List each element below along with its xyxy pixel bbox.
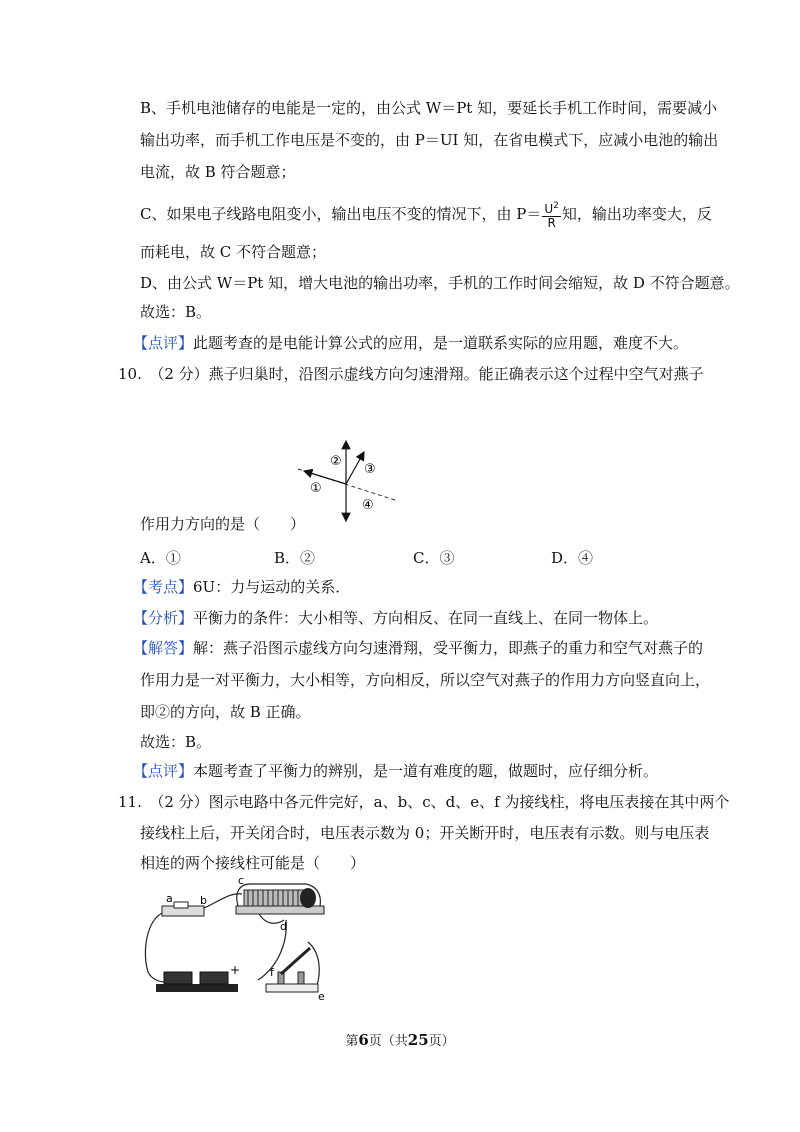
q9-answer: 故选：B。 xyxy=(140,303,212,321)
q10-jieda-line1 xyxy=(133,638,703,658)
q11-stem-line1: 11. （2 分）图示电路中各元件完好，a、b、c、d、e、f 为接线柱，将电压表接在其中两个 xyxy=(118,793,730,811)
swallow-force-diagram xyxy=(290,435,410,527)
fenxi-tag: 【分析】 xyxy=(133,609,194,627)
fig-label-4: ④ xyxy=(362,498,374,513)
wire-left-loop xyxy=(145,912,166,982)
q10-jieda-line3: 即②的方向，故 B 正确。 xyxy=(140,703,311,721)
battery-cell-2 xyxy=(200,972,228,984)
footer-total-pages: 25 xyxy=(407,1031,429,1049)
page-footer xyxy=(0,1030,800,1049)
q9-option-c-prefix: C、如果电子线路电阻变小，输出电压不变的情况下，由 P＝ xyxy=(140,205,542,223)
q10-choice-b: B．② xyxy=(274,549,316,567)
jieda-tag: 【解答】 xyxy=(133,639,194,657)
footer-suffix: 页） xyxy=(428,1034,455,1049)
q9-option-c-suffix: 知，输出功率变大，反 xyxy=(561,205,712,223)
terminal-label-e: e xyxy=(318,990,325,1003)
comment-text: 本题考查了平衡力的辨别，是一道有难度的题，做题时，应仔细分析。 xyxy=(193,762,659,780)
power-formula-fraction xyxy=(542,200,561,230)
jieda-text: 解：燕子沿图示虚线方向匀速滑翔，受平衡力，即燕子的重力和空气对燕子的 xyxy=(193,639,704,657)
knife-switch-base xyxy=(266,984,318,992)
circuit-diagram xyxy=(138,872,338,1004)
arrow-3 xyxy=(346,452,364,484)
kaodian-tag: 【考点】 xyxy=(133,578,194,596)
fraction-denominator: R xyxy=(547,216,556,230)
switch-knob xyxy=(174,902,188,908)
q9-option-b-line1: B、手机电池储存的电能是一定的，由公式 W＝Pt 知，要延长手机工作时间，需要减小 xyxy=(140,99,718,117)
footer-middle: 页（共 xyxy=(368,1034,408,1049)
comment-text: 此题考查的是电能计算公式的应用，是一道联系实际的应用题，难度不大。 xyxy=(193,334,689,352)
fig-label-1: ① xyxy=(310,481,322,496)
battery-positive-label: + xyxy=(230,963,241,977)
fraction-numerator: U xyxy=(544,202,554,216)
q9-option-b-line2: 输出功率，而手机工作电压是不变的，由 P＝UI 知，在省电模式下，应减小电池的输出 xyxy=(140,131,719,149)
q9-option-c-line1 xyxy=(140,200,712,230)
q10-kaodian xyxy=(133,577,350,597)
q9-option-b-line3: 电流，故 B 符合题意； xyxy=(140,163,296,181)
comment-tag: 【点评】 xyxy=(133,334,194,352)
fig-label-3: ③ xyxy=(364,462,376,477)
terminal-label-f: f xyxy=(270,966,274,979)
comment-tag: 【点评】 xyxy=(133,762,194,780)
footer-page-number: 6 xyxy=(358,1031,369,1049)
terminal-label-d: d xyxy=(280,920,287,933)
coil-core-end xyxy=(300,888,316,908)
battery-base xyxy=(156,984,238,992)
q10-fenxi xyxy=(133,608,658,628)
q10-choice-a: A．① xyxy=(140,549,181,567)
terminal-label-b: b xyxy=(200,894,207,907)
q9-option-c-line2: 而耗电，故 C 不符合题意； xyxy=(140,243,327,261)
terminal-label-a: a xyxy=(166,892,173,905)
q10-answer: 故选：B。 xyxy=(140,733,212,751)
q11-stem-line2: 接线柱上后，开关闭合时，电压表示数为 0；开关断开时，电压表有示数。则与电压表 xyxy=(140,824,710,842)
q9-comment xyxy=(133,333,688,353)
knife-switch-post-2 xyxy=(298,972,304,984)
q10-comment xyxy=(133,761,658,781)
q10-choice-d: D．④ xyxy=(551,549,594,567)
q10-stem: 10. （2 分）燕子归巢时，沿图示虚线方向匀速滑翔。能正确表示这个过程中空气对燕子 xyxy=(118,365,704,383)
fig-label-2: ② xyxy=(330,454,342,469)
knife-switch-blade xyxy=(281,948,310,974)
kaodian-text: 6U：力与运动的关系． xyxy=(193,578,351,596)
footer-prefix: 第 xyxy=(345,1034,359,1049)
q10-jieda-line2: 作用力是一对平衡力，大小相等，方向相反，所以空气对燕子的作用力方向竖直向上， xyxy=(140,671,711,689)
q11-stem-line3: 相连的两个接线柱可能是（ ） xyxy=(140,854,366,872)
fraction-exponent: 2 xyxy=(553,201,559,211)
q9-option-d: D、由公式 W＝Pt 知，增大电池的输出功率，手机的工作时间会缩短，故 D 不符合题意。 xyxy=(140,274,740,292)
terminal-label-c: c xyxy=(238,874,245,887)
battery-cell-1 xyxy=(164,972,192,984)
q10-choice-c: C．③ xyxy=(413,549,455,567)
q10-stem-continued: 作用力方向的是（ ） xyxy=(140,515,306,533)
fenxi-text: 平衡力的条件：大小相等、方向相反、在同一直线上、在同一物体上。 xyxy=(193,609,659,627)
